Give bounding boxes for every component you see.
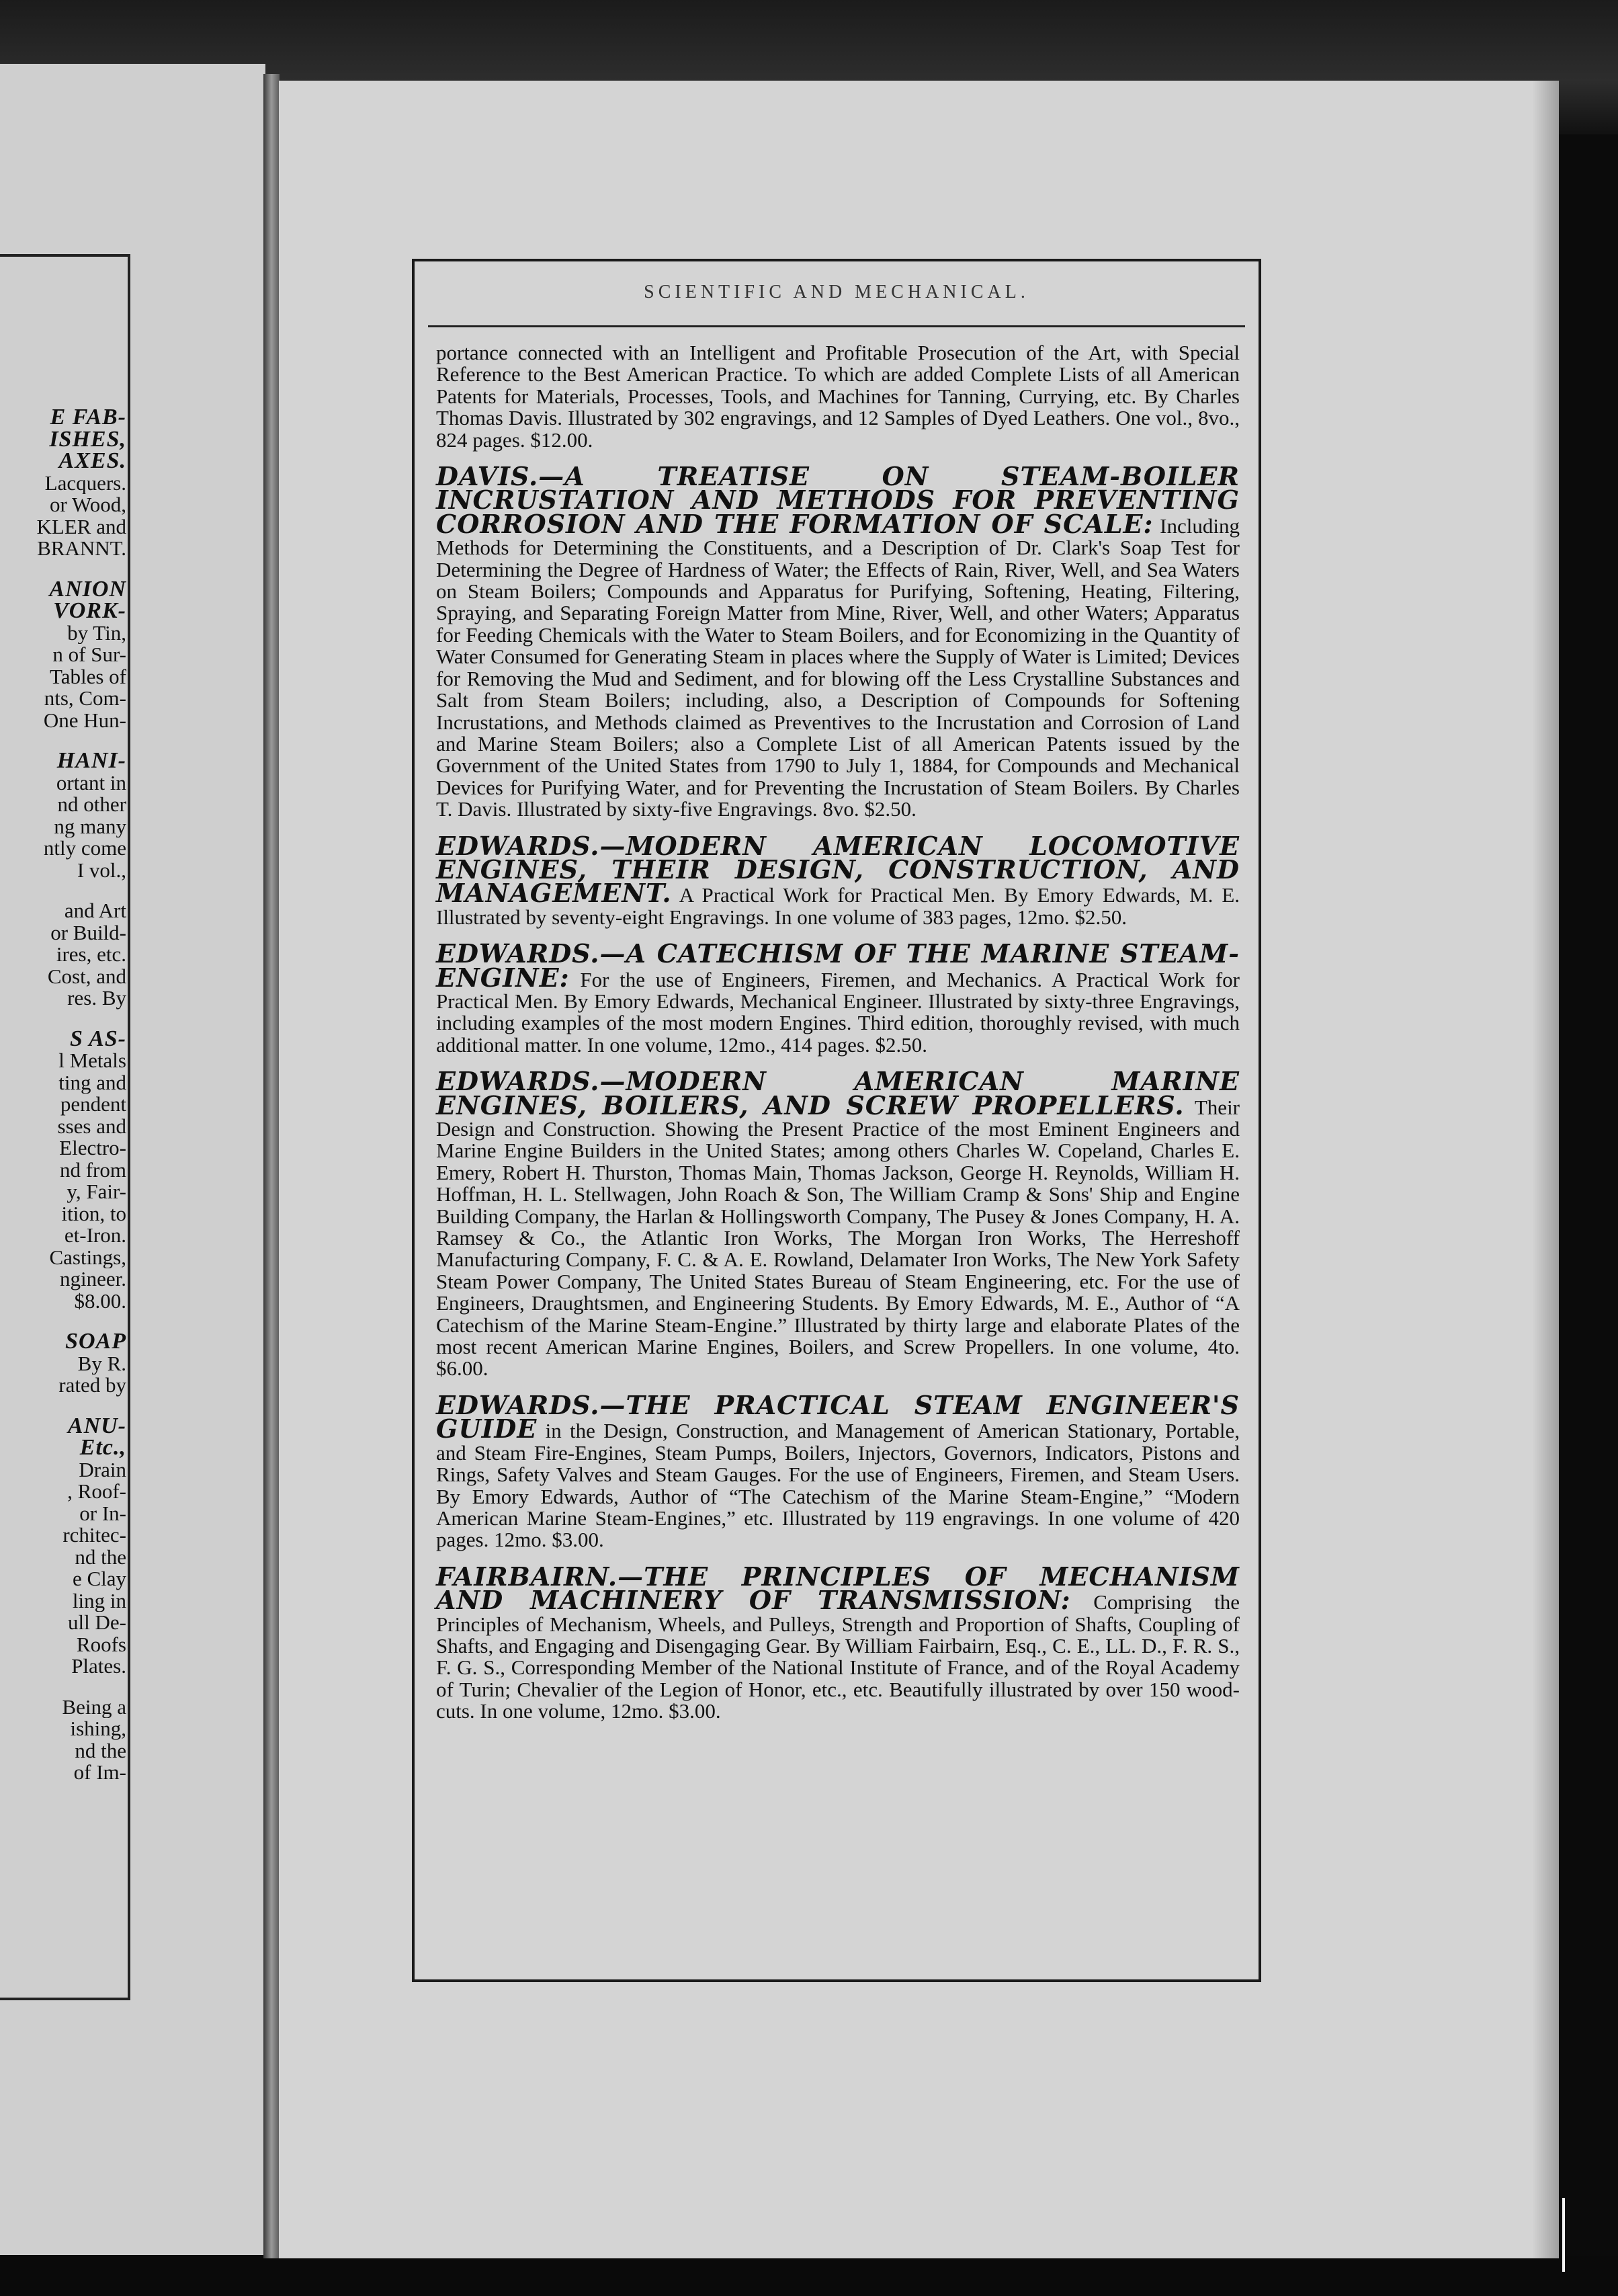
left-page-line: I vol.,	[77, 859, 126, 881]
entry-body: For the use of Engineers, Firemen, and Mechanics. A Practical Work for Practical Men. By Emory Edwards, Mechanical Engineer. Illustrated by sixty-three Engravings, including examples of the most modern Engines. Third edition, thoroughly revised, with much additional matter. In one volume, 12mo., 414 pages. $2.50.	[436, 967, 1240, 1057]
left-page-line	[0, 1678, 126, 1696]
left-page-line	[0, 881, 126, 900]
left-page-line: BRANNT.	[37, 538, 126, 560]
left-page-line: S AS-	[69, 1028, 126, 1050]
left-page-line: KLER and	[36, 516, 126, 538]
left-page-line: AXES.	[58, 450, 126, 473]
left-page-line: or In-	[79, 1502, 126, 1524]
left-page-line: ANU-	[67, 1415, 126, 1437]
entry-title: EDWARDS.—MODERN AMERICAN MARINE ENGINES, BOILERS, AND SCREW PROPELLERS.	[436, 1066, 1240, 1120]
left-page-line: Plates.	[71, 1655, 126, 1678]
intro-paragraph: portance connected with an Intelligent and Profitable Prosecution of the Art, with Special Reference to the Best American Practice. To which are added Complete Lists of all American Patents for Materials, Processes, Tools, and Machines for Tanning, Currying, etc. By Charles Thomas Davis. Illustrated by 302 engravings, and 12 Samples of Dyed Leathers. One vol., 8vo., 824 pages. $12.00.	[436, 341, 1240, 452]
left-page-line: ng many	[54, 815, 126, 837]
left-page-line: ISHES,	[49, 428, 126, 450]
left-page-line: et-Iron.	[64, 1225, 126, 1247]
entry-body: A Practical Work for Practical Men. By Emory Edwards, M. E. Illustrated by seventy-eight Engravings. In one volume of 383 pages, 12mo. $2.50.	[436, 883, 1240, 929]
left-page-line: Being a	[62, 1696, 126, 1718]
left-page-line: Lacquers.	[44, 472, 126, 494]
entry-body: Comprising the Principles of Mechanism, Wheels, and Pulleys, Strength and Proportion of Shafts, Coupling of Shafts, and Engaging and Disengaging Gear. By William Fairbairn, Esq., C. E., LL. D., F. R. S., F. G. S., Corresponding Member of the National Institute of France, and of the Royal Academy of Turin; Chevalier of the Legion of Honor, etc., etc. Beautifully illustrated by over 150 wood-cuts. In one volume, 12mo. $3.00.	[436, 1590, 1240, 1723]
left-page-line: E FAB-	[50, 407, 126, 429]
left-page-line: ANION	[49, 578, 126, 600]
catalog-entry-edwards-locomotive	[436, 830, 1240, 929]
left-facing-page	[0, 64, 265, 2255]
left-page-line: nd the	[75, 1739, 126, 1762]
left-page-line: ntly come	[43, 837, 126, 860]
left-page-line: nd other	[57, 794, 126, 816]
left-page-line: rated by	[58, 1375, 126, 1397]
left-page-line: sses and	[57, 1115, 126, 1137]
left-page-line: ortant in	[56, 772, 126, 794]
left-page-line	[0, 1397, 126, 1416]
entry-title: EDWARDS.—MODERN AMERICAN LOCOMOTIVE ENGINES, THEIR DESIGN, CONSTRUCTION, AND MANAGEMENT.	[436, 830, 1240, 909]
header-rule	[428, 325, 1245, 327]
entry-title: EDWARDS.—THE PRACTICAL STEAM ENGINEER'S GUIDE	[436, 1389, 1240, 1444]
left-page-line: ngineer.	[60, 1268, 126, 1290]
left-page-line: ishing,	[70, 1718, 126, 1740]
left-page-line: rchitec-	[62, 1524, 126, 1547]
left-page-line: SOAP	[65, 1331, 126, 1353]
entry-body: Including Methods for Determining the Constituents, and a Description of Dr. Clark's Soap Test for Determining the Degree of Hardness of Water; the Effects of Rain, River, Well, and Sea Waters on Steam Boilers; Compounds and Apparatus for Purifying, Softening, Heating, Filtering, Spraying, and Separating Foreign Matter from Mine, River, Well, and other Waters; Apparatus for Feeding Chemicals with the Water to Steam Boilers, and for Economizing in the Quantity of Water Consumed for Generating Steam in places where the Supply of Water is Limited; Devices for Removing the Mud and Sediment, and for blowing off the Less Crystalline Substances and Salt from Steam Boilers; including, also, a Description of Compounds for Softening Incrustations, and Methods claimed as Preventives to the Incrustation and Corrosion of Land and Marine Steam Boilers; also a Complete List of all American Patents issued by the Government of the United States from 1790 to July 1, 1884, for Compounds and Mechanical Devices for Purifying Water, and for Preventing the Incrustation of Steam Boilers. By Charles T. Davis. Illustrated by sixty-five Engravings. 8vo. $2.50.	[436, 514, 1240, 821]
catalog-entry-fairbairn	[436, 1561, 1240, 1723]
left-page-line	[0, 1312, 126, 1331]
left-page-line: ires, etc.	[56, 944, 126, 966]
left-page-line: and Art	[64, 900, 126, 922]
left-page-line: nd the	[75, 1546, 126, 1568]
catalog-entry-edwards-marine	[436, 1066, 1240, 1381]
main-page	[279, 81, 1559, 2258]
left-page-line: ull De-	[68, 1612, 126, 1634]
left-page-line: Tables of	[49, 665, 126, 688]
running-header: SCIENTIFIC AND MECHANICAL.	[644, 282, 1029, 302]
entry-body: Their Design and Construction. Showing the Present Practice of the most Eminent Engineers and Marine Engine Builders in the United States; among others Charles W. Copeland, Charles E. Emery, Robert H. Thurston, Thomas Main, Thomas Jackson, George H. Reynolds, William H. Hoffman, H. L. Stellwagen, John Roach & Son, The William Cramp & Sons' Ship and Engine Building Company, the Harlan & Hollingsworth Company, The Pusey & Jones Company, H. A. Ramsey & Co., the Atlantic Iron Works, The Morgan Iron Works, The Herreshoff Manufacturing Company, F. C. & A. E. Rowland, Delamater Iron Works, The New York Safety Steam Power Company, The United States Bureau of Steam Engineering, etc. For the use of Engineers, Draughtsmen, and Engineering Students. By Emory Edwards, M. E., Author of “A Catechism of the Marine Steam-Engine.” Illustrated by thirty large and elaborate Plates of the most recent American Marine Engines, Boilers, and Screw Propellers. In one volume, 4to. $6.00.	[436, 1095, 1240, 1381]
left-page-line: ting and	[58, 1071, 126, 1094]
left-page-line	[0, 560, 126, 579]
left-page-line: Castings,	[49, 1246, 126, 1268]
left-page-line: Roofs	[76, 1633, 126, 1655]
entry-title: EDWARDS.—A CATECHISM OF THE MARINE STEAM-ENGINE:	[436, 938, 1240, 993]
entry-body: in the Design, Construction, and Management of American Stationary, Portable, and Steam Fire-Engines, Steam Pumps, Boilers, Injectors, Governors, Indicators, Pistons and Rings, Safety Valves and Steam Gauges. For the use of Engineers, Firemen, and Steam Users. By Emory Edwards, Author of “The Catechism of the Marine Steam-Engine,” “Modern American Marine Steam-Engines,” etc. Illustrated by 119 engravings. In one volume of 420 pages. 12mo. $3.00.	[436, 1419, 1240, 1552]
page-frame	[412, 259, 1261, 1982]
left-page-line: nts, Com-	[44, 688, 126, 710]
left-page-text	[0, 407, 126, 1784]
entry-title: DAVIS.—A TREATISE ON STEAM-BOILER INCRUSTATION AND METHODS FOR PREVENTING CORROSION AND THE FORMATION OF SCALE:	[436, 461, 1240, 539]
left-page-line: e Clay	[72, 1568, 126, 1590]
entry-title: FAIRBAIRN.—THE PRINCIPLES OF MECHANISM AND MACHINERY OF TRANSMISSION:	[436, 1561, 1240, 1616]
book-gutter	[263, 74, 280, 2258]
left-page-line: pendent	[60, 1094, 126, 1116]
left-page-line: HANI-	[56, 750, 126, 772]
left-page-line: Electro-	[59, 1137, 126, 1159]
catalog-entry-edwards-catechism	[436, 938, 1240, 1057]
left-page-line: Drain	[79, 1459, 126, 1481]
left-page-line: y, Fair-	[67, 1181, 126, 1203]
left-page-line: By R.	[77, 1352, 126, 1375]
left-page-line: , Roof-	[67, 1481, 126, 1503]
dark-background-bottom	[0, 2256, 1618, 2296]
left-page-line: nd from	[59, 1159, 126, 1181]
left-page-line: ling in	[72, 1590, 126, 1612]
left-page-line: VORK-	[53, 600, 126, 622]
left-page-line: l Metals	[58, 1050, 126, 1072]
left-page-line: ition, to	[61, 1202, 126, 1225]
left-page-line: or Wood,	[49, 494, 126, 516]
left-page-line: by Tin,	[67, 622, 126, 644]
catalog-entry-edwards-guide	[436, 1389, 1240, 1552]
left-page-line: $8.00.	[74, 1290, 126, 1312]
left-page-line	[0, 1010, 126, 1028]
left-page-line: Cost, and	[47, 965, 126, 987]
left-page-line: of Im-	[73, 1762, 126, 1784]
left-page-line: or Build-	[50, 921, 126, 944]
left-page-line: One Hun-	[43, 709, 126, 731]
catalog-content	[436, 342, 1240, 1723]
left-page-line	[0, 731, 126, 750]
left-page-line: Etc.,	[79, 1437, 126, 1459]
left-page-line: n of Sur-	[52, 644, 126, 666]
scan-mark	[1562, 2198, 1565, 2272]
left-page-line: res. By	[67, 987, 126, 1010]
catalog-entry-davis	[436, 461, 1240, 821]
